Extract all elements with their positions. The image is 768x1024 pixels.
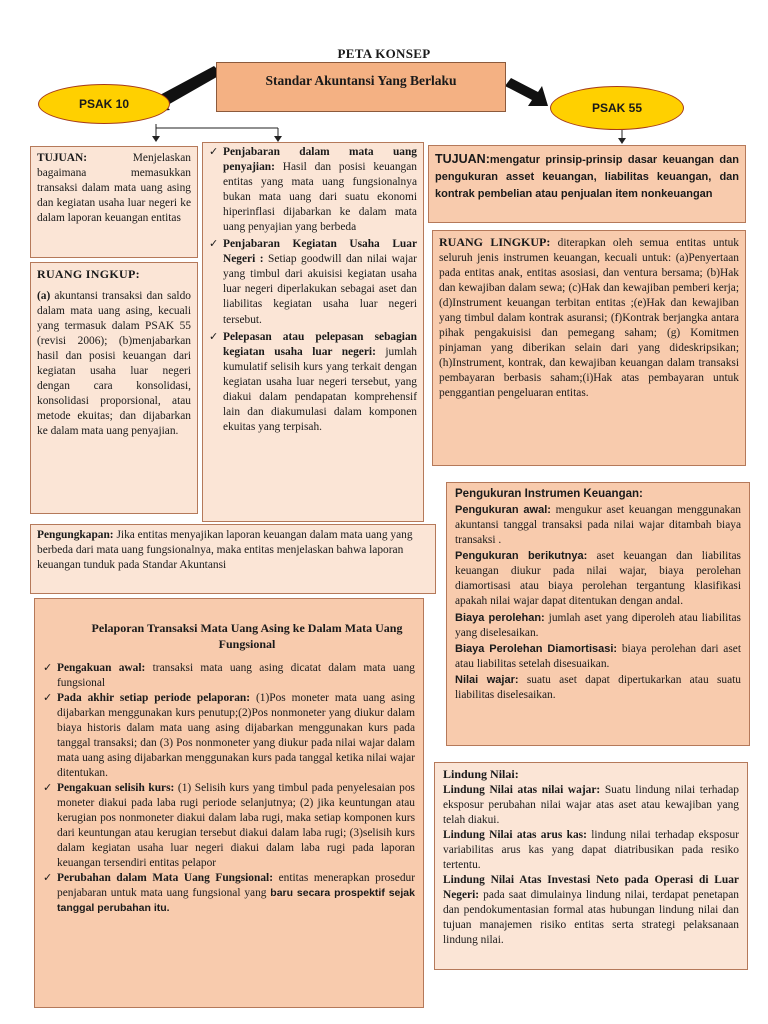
pengukuran-item	[455, 673, 741, 703]
pelaporan-item-label: Pengakuan awal:	[57, 661, 146, 674]
pengukuran-item-text: mengukur aset keuangan menggunakan akuntansi tanggal transaksi pada nilai wajar ditambah biaya transaksi .	[455, 504, 741, 547]
tujuan-psak55-box	[428, 145, 746, 223]
pengukuran-item-label: Biaya Perolehan Diamortisasi:	[455, 642, 618, 655]
penjabaran-item-label: Pelepasan atau pelepasan sebagian kegiatan usaha luar negeri:	[223, 330, 417, 358]
penjabaran-item-text: jumlah kumulatif selisih kurs yang terkait dengan kegiatan usaha luar negeri tersebut, yang diakui dalam pendapatan komprehensif lain dan diakumulasi dalam komponen ekuitas yang terpisah.	[223, 345, 417, 433]
pengungkapan-label: Pengungkapan:	[37, 529, 114, 541]
checkmark-icon: ✓	[43, 871, 53, 885]
ruang-lingkup-a-label: (a)	[37, 289, 51, 302]
lindung-nilai-list	[443, 783, 739, 949]
penjabaran-box	[202, 142, 424, 522]
pelaporan-item	[43, 691, 415, 781]
penjabaran-list	[209, 145, 417, 435]
page-title: PETA KONSEP	[337, 46, 431, 61]
tujuan-right-label: TUJUAN:	[435, 152, 490, 166]
pelaporan-item	[43, 661, 415, 691]
pelaporan-item-label: Pengakuan selisih kurs:	[57, 782, 175, 795]
lindung-nilai-item	[443, 783, 739, 828]
ruang-lingkup-right-label: RUANG LINGKUP:	[439, 235, 551, 249]
pelaporan-item-label: Perubahan dalam Mata Uang Fungsional:	[57, 872, 273, 885]
pengukuran-item	[455, 503, 741, 548]
lindung-nilai-item	[443, 873, 739, 948]
pelaporan-item-label: Pada akhir setiap periode pelaporan:	[57, 691, 251, 704]
checkmark-icon: ✓	[209, 237, 219, 251]
checkmark-icon: ✓	[209, 329, 219, 343]
pengukuran-item-text: suatu aset dapat dipertukarkan atau suatu liabilitas diselesaikan.	[455, 673, 741, 701]
pengukuran-title: Pengukuran Instrumen Keuangan:	[455, 488, 643, 500]
pelaporan-box	[34, 598, 424, 1008]
pengukuran-item-text: aset keuangan dan liabilitas keuangan diukur pada nilai wajar, biaya perolehan diamortisasi atau biaya perolehan tergantung klasifikasi apakah nilai wajar dapat ditentukan dengan andal.	[455, 550, 741, 608]
pengukuran-item-label: Biaya perolehan:	[455, 611, 545, 624]
pengungkapan-box	[30, 524, 436, 594]
penjabaran-item-label: Penjabaran Kegiatan Usaha Luar Negeri :	[223, 238, 417, 266]
pengukuran-box	[446, 482, 750, 746]
psak55-oval: PSAK 55	[550, 86, 684, 130]
penjabaran-item	[209, 237, 417, 327]
pengukuran-item	[455, 642, 741, 672]
tujuan-label: TUJUAN:	[37, 152, 87, 164]
pengukuran-item-text: jumlah aset yang diperoleh atau liabilitas yang diselesaikan.	[455, 611, 741, 639]
checkmark-icon: ✓	[43, 781, 53, 795]
tujuan-psak10-box	[30, 146, 198, 258]
pengukuran-item-label: Pengukuran berikutnya:	[455, 550, 588, 563]
pengukuran-item	[455, 549, 741, 609]
checkmark-icon: ✓	[209, 145, 219, 158]
penjabaran-item-text: Hasil dan posisi keuangan entitas yang mata uang fungsionalnya bukan mata uang dari suatu ekonomi hiperinflasi dijabarkan ke dalam mata uang penyajian yang berbeda	[223, 161, 417, 234]
pengukuran-list	[455, 503, 741, 703]
pengungkapan-text: Jika entitas menyajikan laporan keuangan dalam mata uang yang berbeda dari mata uang fungsionalnya, maka entitas menjelaskan bahwa laporan keuangan tunduk pada Standar Akuntansi	[37, 529, 413, 572]
pelaporan-item-text: transaksi mata uang asing dicatat dalam mata uang fungsional	[57, 661, 415, 689]
lindung-nilai-item-label: Lindung Nilai Atas Investasi Neto pada Operasi di Luar Negeri:	[443, 874, 739, 902]
pengukuran-item-label: Pengukuran awal:	[455, 504, 551, 517]
lindung-nilai-item-label: Lindung Nilai atas nilai wajar:	[443, 783, 601, 796]
psak10-oval: PSAK 10	[38, 84, 170, 124]
checkmark-icon: ✓	[43, 690, 53, 704]
pelaporan-list	[43, 661, 415, 917]
ruang-lingkup-label: RUANG INGKUP:	[37, 267, 140, 281]
pelaporan-item-tail: baru secara prospektif sejak tanggal perubahan itu.	[57, 887, 415, 915]
penjabaran-item	[209, 145, 417, 235]
penjabaran-item-text: Setiap goodwill dan nilai wajar yang timbul dari akuisisi kegiatan usaha luar negeri diperlakukan sebagai aset dan liabilitas kegiatan usaha luar negeri tersebut.	[223, 253, 417, 326]
center-concept-box: Standar Akuntansi Yang Berlaku	[216, 62, 506, 112]
pengukuran-item-text: biaya perolehan dari aset atau liabilitas setelah disesuaikan.	[455, 642, 741, 670]
penjabaran-item-label: Penjabaran dalam mata uang penyajian:	[223, 146, 417, 174]
lindung-nilai-item	[443, 828, 739, 873]
lindung-nilai-box	[434, 762, 748, 970]
pelaporan-title: Pelaporan Transaksi Mata Uang Asing ke Dalam Mata Uang Fungsional	[91, 621, 403, 651]
pelaporan-item-text: entitas menerapkan prosedur penjabaran untuk mata uang fungsional yang	[57, 872, 416, 900]
pengukuran-item-label: Nilai wajar:	[455, 673, 519, 686]
lindung-nilai-item-text: pada saat dimulainya lindung nilai, terdapat penetapan dan pendokumentasian formal atas hubungan lindung nilai dan tujuan manajemen risiko entitas serta strategi pelaksanaan lindung nilai.	[443, 889, 739, 947]
ruang-lingkup-text: akuntansi transaksi dan saldo dalam mata uang asing, kecuali yang termasuk dalam PSAK 55 (revisi 2006); (b)menjabarkan hasil dan posisi keuangan dari kegiatan usaha luar negeri dengan cara konsolidasi, konsolidasi proporsional, atau metode ekuitas; dan dijabarkan ke dalam mata uang penyajian.	[37, 289, 191, 438]
lindung-nilai-item-text: Suatu lindung nilai terhadap eksposur perubahan nilai wajar atas aset atau kewajiban yang telah diakui.	[443, 783, 739, 826]
tujuan-right-text: mengatur prinsip-prinsip dasar keuangan dan pengukuran asset keuangan, liabilitas keuangan, dan kontrak pembelian atau penjualan item nonkeuangan	[435, 154, 739, 201]
arrow-to-psak55	[505, 78, 548, 106]
pengukuran-item	[455, 611, 741, 641]
lindung-nilai-item-label: Lindung Nilai atas arus kas:	[443, 828, 587, 841]
pelaporan-item	[43, 871, 415, 916]
ruang-lingkup-right-text: diterapkan oleh semua entitas untuk seluruh jenis instrumen keuangan, kecuali untuk: (a)Penyertaan pada entitas anak, entitas asosiasi, dan ventura bersama; (b)Hak dan kewajiban dalam sewa; (c)Hak dan kewajiban pemberi kerja; (d)Instrument keuangan terbitan entitas ;(e)Hak dan kewajiban yang timbul dalam kontrak asuransi; (f)Kontrak berjangka antara pihak pengakuisisi dan pemegang saham; (g) Komitmen pinjaman yang diberikan selain dari yang dideskripsikan; (h)Instrument, kontrak, dan kewajiban keuangan dalam transaksi pembayaran berbasis saham;(i)Hak atas pembayaran untuk penggantian pengeluaran entitas.	[439, 237, 739, 400]
pelaporan-item-text: (1)Pos moneter mata uang asing dijabarkan menggunakan kurs penutup;(2)Pos nonmoneter yang diukur dalam biaya historis dalam mata uang asing dijabarkan menggunakan kurs pada tanggal transaksi; dan (3) Pos nonmoneter yang diukur pada nilai wajar dalam mata uang asing dijabarkan menggunakan kurs pada tanggal ketika nilai wajar ditentukan.	[57, 691, 415, 779]
penjabaran-item	[209, 330, 417, 435]
tujuan-text: Menjelaskan bagaimana memasukkan transaksi dalam mata uang asing dan kegiatan usaha luar negeri ke dalam laporan keuangan entitas	[37, 152, 191, 225]
ruang-lingkup-psak10-box	[30, 262, 198, 514]
pelaporan-item	[43, 781, 415, 871]
checkmark-icon: ✓	[43, 660, 53, 674]
pelaporan-item-text: (1) Selisih kurs yang timbul pada penyelesaian pos moneter diakui pada laba rugi periode selanjutnya; (2) jika keuntungan atau kerugian pos nonmoneter diakui dalam laba rugi, maka setiap komponen kurs dari keuntungan atau kerugian tersebut diakui dalam laba rugi; (3)selisih kurs dalam kegiatan usaha luar negeri diakui dalam laba rugi pada laporan keuangan tersendiri entitas pelapor	[57, 782, 415, 870]
ruang-lingkup-psak55-box	[432, 230, 746, 466]
lindung-nilai-title: Lindung Nilai:	[443, 767, 519, 781]
lindung-nilai-item-text: lindung nilai terhadap eksposur variabilitas arus kas yang dapat diatribusikan pada resiko tertentu.	[443, 828, 739, 872]
